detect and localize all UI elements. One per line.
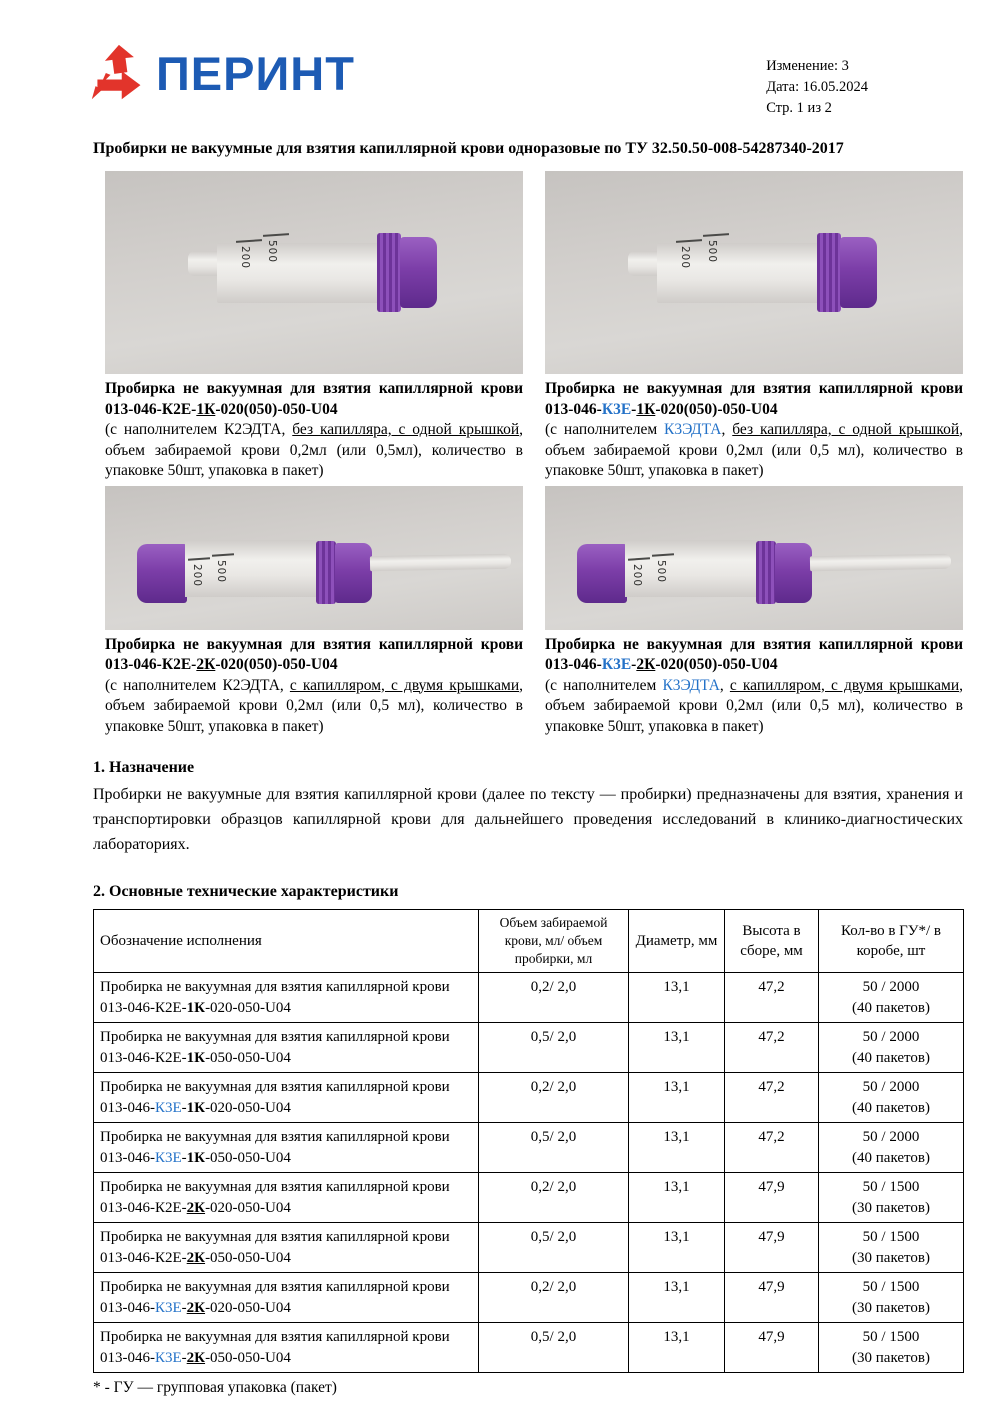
desc-open: (с наполнителем: [545, 421, 665, 438]
tube-tip: [188, 251, 220, 276]
separator: -: [191, 656, 197, 673]
row-qty-main: 50 / 2000: [862, 1029, 920, 1045]
row-designation: Пробирка не вакуумная для взятия капиллярной крови 013-046-К2Е-2К-020-050-U04: [94, 1173, 479, 1223]
product-cards: [105, 171, 1000, 737]
comma: ,: [281, 421, 293, 438]
desc-tail: , объем забираемой крови 0,2мл (или 0,5 мл), количество в упаковке 50шт, упаковка в пакет): [545, 676, 963, 735]
product-3-name: [105, 635, 523, 676]
separator: -: [191, 400, 197, 418]
row-quantity: [819, 973, 964, 1023]
spec-row: [94, 1023, 964, 1073]
row-quantity: [819, 1273, 964, 1323]
feature: без капилляра, с одной крышкой: [732, 421, 960, 438]
spec-table-rows: [94, 973, 964, 1373]
col-designation: Обозначение исполнения: [94, 910, 479, 973]
row-cap-code: 2К: [186, 1249, 206, 1266]
row-filler-code: К3Е: [155, 1099, 182, 1116]
row-designation: Пробирка не вакуумная для взятия капиллярной крови 013-046-К2Е-1К-020-050-U04: [94, 973, 479, 1023]
desc-open: (с наполнителем: [105, 676, 223, 694]
row-volume: 0,2/ 2,0: [479, 1273, 629, 1323]
spec-table: [93, 909, 964, 1373]
comma: ,: [719, 676, 730, 694]
row-diameter: 13,1: [629, 1023, 725, 1073]
document-title: Пробирки не вакуумные для взятия капиллярной крови одноразовые по ТУ 32.50.50-008-54287340-2017: [93, 140, 844, 157]
row-cap-code: 1К: [186, 1049, 206, 1066]
comma: ,: [721, 421, 733, 438]
row-volume: 0,2/ 2,0: [479, 1073, 629, 1123]
row-qty-note: (30 пакетов): [852, 1349, 930, 1366]
row-qty-main: 50 / 1500: [862, 1229, 920, 1245]
row-qty-note: (30 пакетов): [852, 1299, 930, 1316]
tube-graduation-tick: [703, 233, 729, 237]
product-1-name: [105, 379, 523, 420]
tube-body: [625, 540, 759, 597]
page-header: [0, 0, 1000, 119]
tube-body: [185, 540, 319, 597]
row-height: 47,9: [725, 1323, 819, 1373]
row-cap-code: 2К: [186, 1199, 206, 1216]
row-filler-code: К2Е: [155, 1249, 182, 1266]
product-1-photo: [105, 171, 523, 374]
tube-mark-500: 500: [215, 559, 227, 583]
row-diameter: 13,1: [629, 973, 725, 1023]
row-height: 47,2: [725, 973, 819, 1023]
row-volume: 0,5/ 2,0: [479, 1223, 629, 1273]
row-diameter: 13,1: [629, 1323, 725, 1373]
revision-line: Изменение: 3: [766, 58, 849, 74]
product-2-photo: [545, 171, 963, 374]
row-diameter: 13,1: [629, 1223, 725, 1273]
row-volume: 0,2/ 2,0: [479, 973, 629, 1023]
cap-code: 1К: [196, 400, 216, 418]
tube-mark-500: 500: [706, 240, 718, 264]
revision-block: [766, 44, 868, 119]
feature: с капилляром, с двумя крышками: [729, 676, 960, 694]
tube-mark-200: 200: [191, 563, 203, 587]
tube-mark-200: 200: [679, 246, 691, 270]
row-filler-code: К2Е: [155, 1199, 182, 1216]
name-suffix: -020(050)-050-U04: [215, 656, 338, 673]
product-3-caption: [105, 635, 523, 738]
company-logo: [88, 44, 355, 102]
name-suffix: -020(050)-050-U04: [655, 656, 778, 673]
row-height: 47,2: [725, 1073, 819, 1123]
section-2-heading: 2. Основные технические характеристики: [93, 883, 399, 900]
col-quantity: Кол-во в ГУ*/ в коробе, шт: [819, 910, 964, 973]
tube-cap-ring: [817, 233, 841, 312]
cap-code: 2К: [196, 656, 216, 673]
row-qty-main: 50 / 1500: [862, 1329, 920, 1345]
desc-open: (с наполнителем: [545, 676, 663, 694]
row-qty-main: 50 / 1500: [862, 1279, 920, 1295]
product-2-caption: [545, 379, 963, 482]
filler-code: К3Е: [601, 656, 632, 673]
logo-text: ПЕРИНТ: [156, 46, 355, 100]
spec-row: [94, 1273, 964, 1323]
row-designation: Пробирка не вакуумная для взятия капиллярной крови 013-046-К3Е-1К-020-050-U04: [94, 1073, 479, 1123]
separator: -: [631, 656, 637, 673]
product-2-description: [545, 420, 963, 482]
row-qty-main: 50 / 2000: [862, 1079, 920, 1095]
row-quantity: [819, 1173, 964, 1223]
row-height: 47,2: [725, 1023, 819, 1073]
filler-code: К3Е: [601, 400, 632, 418]
name-suffix: -020(050)-050-U04: [215, 400, 338, 418]
row-cap-code: 2К: [186, 1299, 206, 1316]
row-diameter: 13,1: [629, 1273, 725, 1323]
row-filler-code: К3Е: [155, 1149, 182, 1166]
name-suffix: -020(050)-050-U04: [655, 400, 778, 418]
row-filler-code: К3Е: [155, 1349, 182, 1366]
row-quantity: [819, 1323, 964, 1373]
desc-tail: , объем забираемой крови 0,2мл (или 0,5мл), количество в упаковке 50шт, упаковка в пакет): [105, 421, 523, 479]
col-volume: Объем забираемой крови, мл/ объем пробирки, мл: [479, 910, 629, 973]
name-prefix: Пробирка не вакуумная для взятия капиллярной крови 013-046-: [105, 380, 523, 418]
tube-mark-200: 200: [631, 563, 643, 587]
row-designation: Пробирка не вакуумная для взятия капиллярной крови 013-046-К3Е-2К-050-050-U04: [94, 1323, 479, 1373]
tube-cap: [400, 237, 437, 308]
date-line: Дата: 16.05.2024: [766, 79, 868, 95]
filler-name: К3ЭДТА: [664, 421, 722, 438]
tube-graduation-tick: [263, 233, 289, 237]
row-height: 47,9: [725, 1173, 819, 1223]
product-3-description: [105, 676, 523, 738]
row-height: 47,2: [725, 1123, 819, 1173]
tube-middle-cap-ring: [316, 541, 336, 604]
tube-tip: [628, 251, 660, 276]
col-diameter: Диаметр, мм: [629, 910, 725, 973]
feature: с капилляром, с двумя крышками: [289, 676, 520, 694]
spec-row: [94, 1223, 964, 1273]
cap-code: 1К: [636, 400, 656, 418]
tube-left-cap: [137, 544, 187, 603]
row-qty-note: (40 пакетов): [852, 1149, 930, 1166]
tube-mark-500: 500: [655, 559, 667, 583]
filler-name: К2ЭДТА: [222, 676, 280, 694]
capillary-tube: [810, 553, 951, 570]
tube-mark-500: 500: [266, 240, 278, 264]
row-cap-code: 1К: [186, 1099, 206, 1116]
row-designation: Пробирка не вакуумная для взятия капиллярной крови 013-046-К3Е-1К-050-050-U04: [94, 1123, 479, 1173]
row-height: 47,9: [725, 1223, 819, 1273]
separator: -: [631, 400, 637, 418]
row-designation: Пробирка не вакуумная для взятия капиллярной крови 013-046-К2Е-1К-050-050-U04: [94, 1023, 479, 1073]
product-4-photo: [545, 486, 963, 630]
row-height: 47,9: [725, 1273, 819, 1323]
spec-row: [94, 973, 964, 1023]
row-qty-note: (30 пакетов): [852, 1249, 930, 1266]
spec-row: [94, 1323, 964, 1373]
row-qty-note: (40 пакетов): [852, 1099, 930, 1116]
tube-middle-cap-ring: [756, 541, 776, 604]
tube-cap-ring: [377, 233, 401, 312]
spec-row: [94, 1173, 964, 1223]
row-qty-main: 50 / 1500: [862, 1179, 920, 1195]
filler-code: К2Е: [161, 400, 192, 418]
product-1-caption: [105, 379, 523, 482]
row-designation: Пробирка не вакуумная для взятия капиллярной крови 013-046-К2Е-2К-050-050-U04: [94, 1223, 479, 1273]
spec-row: [94, 1123, 964, 1173]
name-prefix: Пробирка не вакуумная для взятия капиллярной крови 013-046-: [105, 635, 523, 673]
row-quantity: [819, 1223, 964, 1273]
name-prefix: Пробирка не вакуумная для взятия капиллярной крови 013-046-: [545, 635, 963, 673]
row-qty-main: 50 / 2000: [862, 1129, 920, 1145]
row-diameter: 13,1: [629, 1173, 725, 1223]
section-1-heading: 1. Назначение: [93, 759, 195, 776]
filler-code: К2Е: [161, 656, 192, 673]
row-qty-note: (40 пакетов): [852, 1049, 930, 1066]
table-footnote: * - ГУ — групповая упаковка (пакет): [93, 1379, 337, 1396]
tube-middle-cap: [335, 543, 372, 603]
filler-name: К2ЭДТА: [224, 421, 282, 438]
feature: без капилляра, с одной крышкой: [292, 421, 520, 438]
filler-name: К3ЭДТА: [662, 676, 720, 694]
row-diameter: 13,1: [629, 1123, 725, 1173]
spec-table-header: [94, 910, 964, 973]
desc-open: (с наполнителем: [105, 421, 225, 438]
tube-left-cap: [577, 544, 627, 603]
row-cap-code: 1К: [186, 1149, 206, 1166]
header-row: [94, 910, 964, 973]
row-quantity: [819, 1123, 964, 1173]
row-filler-code: К3Е: [155, 1299, 182, 1316]
row-diameter: 13,1: [629, 1073, 725, 1123]
section-1-body: Пробирки не вакуумные для взятия капиллярной крови (далее по тексту — пробирки) предназначены для взятия, хранения и транспортировки образцов капиллярной крови для дальнейшего проведения исследований в клинико-диагностических лабораториях.: [93, 786, 963, 853]
row-cap-code: 2К: [186, 1349, 206, 1366]
row-quantity: [819, 1023, 964, 1073]
logo-arrows-icon: [88, 44, 148, 102]
product-1-description: [105, 420, 523, 482]
row-volume: 0,2/ 2,0: [479, 1173, 629, 1223]
product-2-name: [545, 379, 963, 420]
row-quantity: [819, 1073, 964, 1123]
row-filler-code: К2Е: [155, 999, 182, 1016]
tube-middle-cap: [775, 543, 812, 603]
desc-tail: , объем забираемой крови 0,2мл (или 0,5 мл), количество в упаковке 50шт, упаковка в пакет): [105, 676, 523, 735]
product-4-name: [545, 635, 963, 676]
desc-tail: , объем забираемой крови 0,2мл (или 0,5 мл), количество в упаковке 50шт, упаковка в пакет): [545, 421, 963, 479]
tube-mark-200: 200: [239, 246, 251, 270]
row-volume: 0,5/ 2,0: [479, 1023, 629, 1073]
product-4-description: [545, 676, 963, 738]
name-prefix: Пробирка не вакуумная для взятия капиллярной крови 013-046-: [545, 380, 963, 418]
page-number-line: Стр. 1 из 2: [766, 100, 832, 116]
row-qty-main: 50 / 2000: [862, 979, 920, 995]
comma: ,: [279, 676, 290, 694]
row-qty-note: (40 пакетов): [852, 999, 930, 1016]
product-3-photo: [105, 486, 523, 630]
row-volume: 0,5/ 2,0: [479, 1123, 629, 1173]
spec-row: [94, 1073, 964, 1123]
row-volume: 0,5/ 2,0: [479, 1323, 629, 1373]
product-4-caption: [545, 635, 963, 738]
row-cap-code: 1К: [186, 999, 206, 1016]
row-qty-note: (30 пакетов): [852, 1199, 930, 1216]
tube-cap: [840, 237, 877, 308]
col-height: Высота в сборе, мм: [725, 910, 819, 973]
cap-code: 2К: [636, 656, 656, 673]
row-filler-code: К2Е: [155, 1049, 182, 1066]
capillary-tube: [370, 553, 511, 570]
row-designation: Пробирка не вакуумная для взятия капиллярной крови 013-046-К3Е-2К-020-050-U04: [94, 1273, 479, 1323]
